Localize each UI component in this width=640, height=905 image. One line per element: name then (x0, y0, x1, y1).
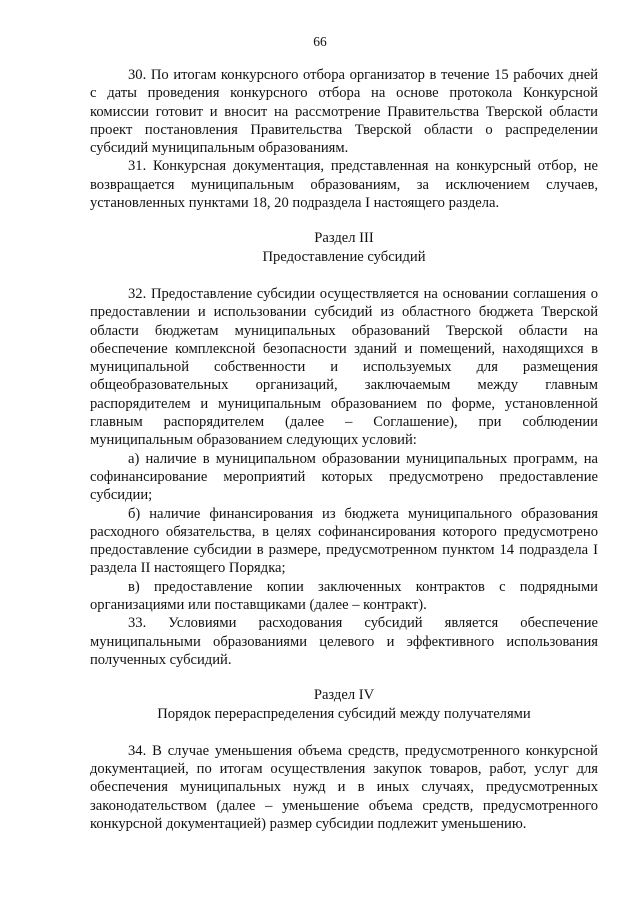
paragraph-33: 33. Условиями расходования субсидий является обеспечение муниципальными образованиями целевого и эффективного использования полученных субсидий. (90, 615, 598, 668)
section-3-title: Предоставление субсидий (262, 248, 426, 265)
paragraph-31: 31. Конкурсная документация, представленная на конкурсный отбор, не возвращается муниципальным образованиям, за исключением случаев, установленных пунктами 18, 20 подраздела I настоящего раздела. (90, 158, 598, 212)
page-number: 66 (313, 34, 327, 49)
section-3-label: Раздел III (314, 230, 374, 247)
section-4-title: Порядок перераспределения субсидий между получателями (157, 705, 531, 722)
paragraph-32-item-b: б) наличие финансирования из бюджета муниципального образования расходного обязательства, в целях софинансирования которого предусмотрено предоставление субсидии в размере, предусмотренном пунктом 14 подраздела I раздела II настоящего Порядка; (90, 505, 598, 577)
paragraph-34: 34. В случае уменьшения объема средств, предусмотренного конкурсной документацией, по итогам осуществления закупок товаров, работ, услуг для обеспечения муниципальных нужд и в иных случаях, предусмотренных законодательством (далее – уменьшение объема средств, предусмотренного конкурсной документацией) размер субсидии подлежит уменьшению. (90, 742, 598, 832)
document-body (90, 66, 598, 833)
paragraph-30: 30. По итогам конкурсного отбора организатор в течение 15 рабочих дней с даты проведения конкурсного отбора на основе протокола Конкурсной комиссии готовит и вносит на рассмотрение Правительства Тверской области проект постановления Правительства Тверской области о распределении субсидий муниципальным образованиям. (90, 67, 598, 157)
paragraph-32-item-a: а) наличие в муниципальном образовании муниципальных программ, на софинансирование мероприятий которых предусмотрено предоставление субсидии; (90, 450, 598, 504)
section-4-label: Раздел IV (313, 687, 375, 704)
paragraph-32: 32. Предоставление субсидии осуществляется на основании соглашения о предоставлении и использовании субсидий из областного бюджета Тверской области бюджетам муниципальных образований Тверской области на обеспечение комплексной безопасности зданий и помещений, находящихся в муниципальной собственности и используемых для размещения общеобразовательных организаций, заключаемым между главным распорядителем и муниципальным образованием по форме, установленной главным распорядителем (далее – Соглашение), при соблюдении муниципальным образованием следующих условий: (90, 285, 598, 449)
paragraph-32-item-c: в) предоставление копии заключенных контрактов с подрядными организациями или поставщиками (далее – контракт). (90, 578, 598, 614)
